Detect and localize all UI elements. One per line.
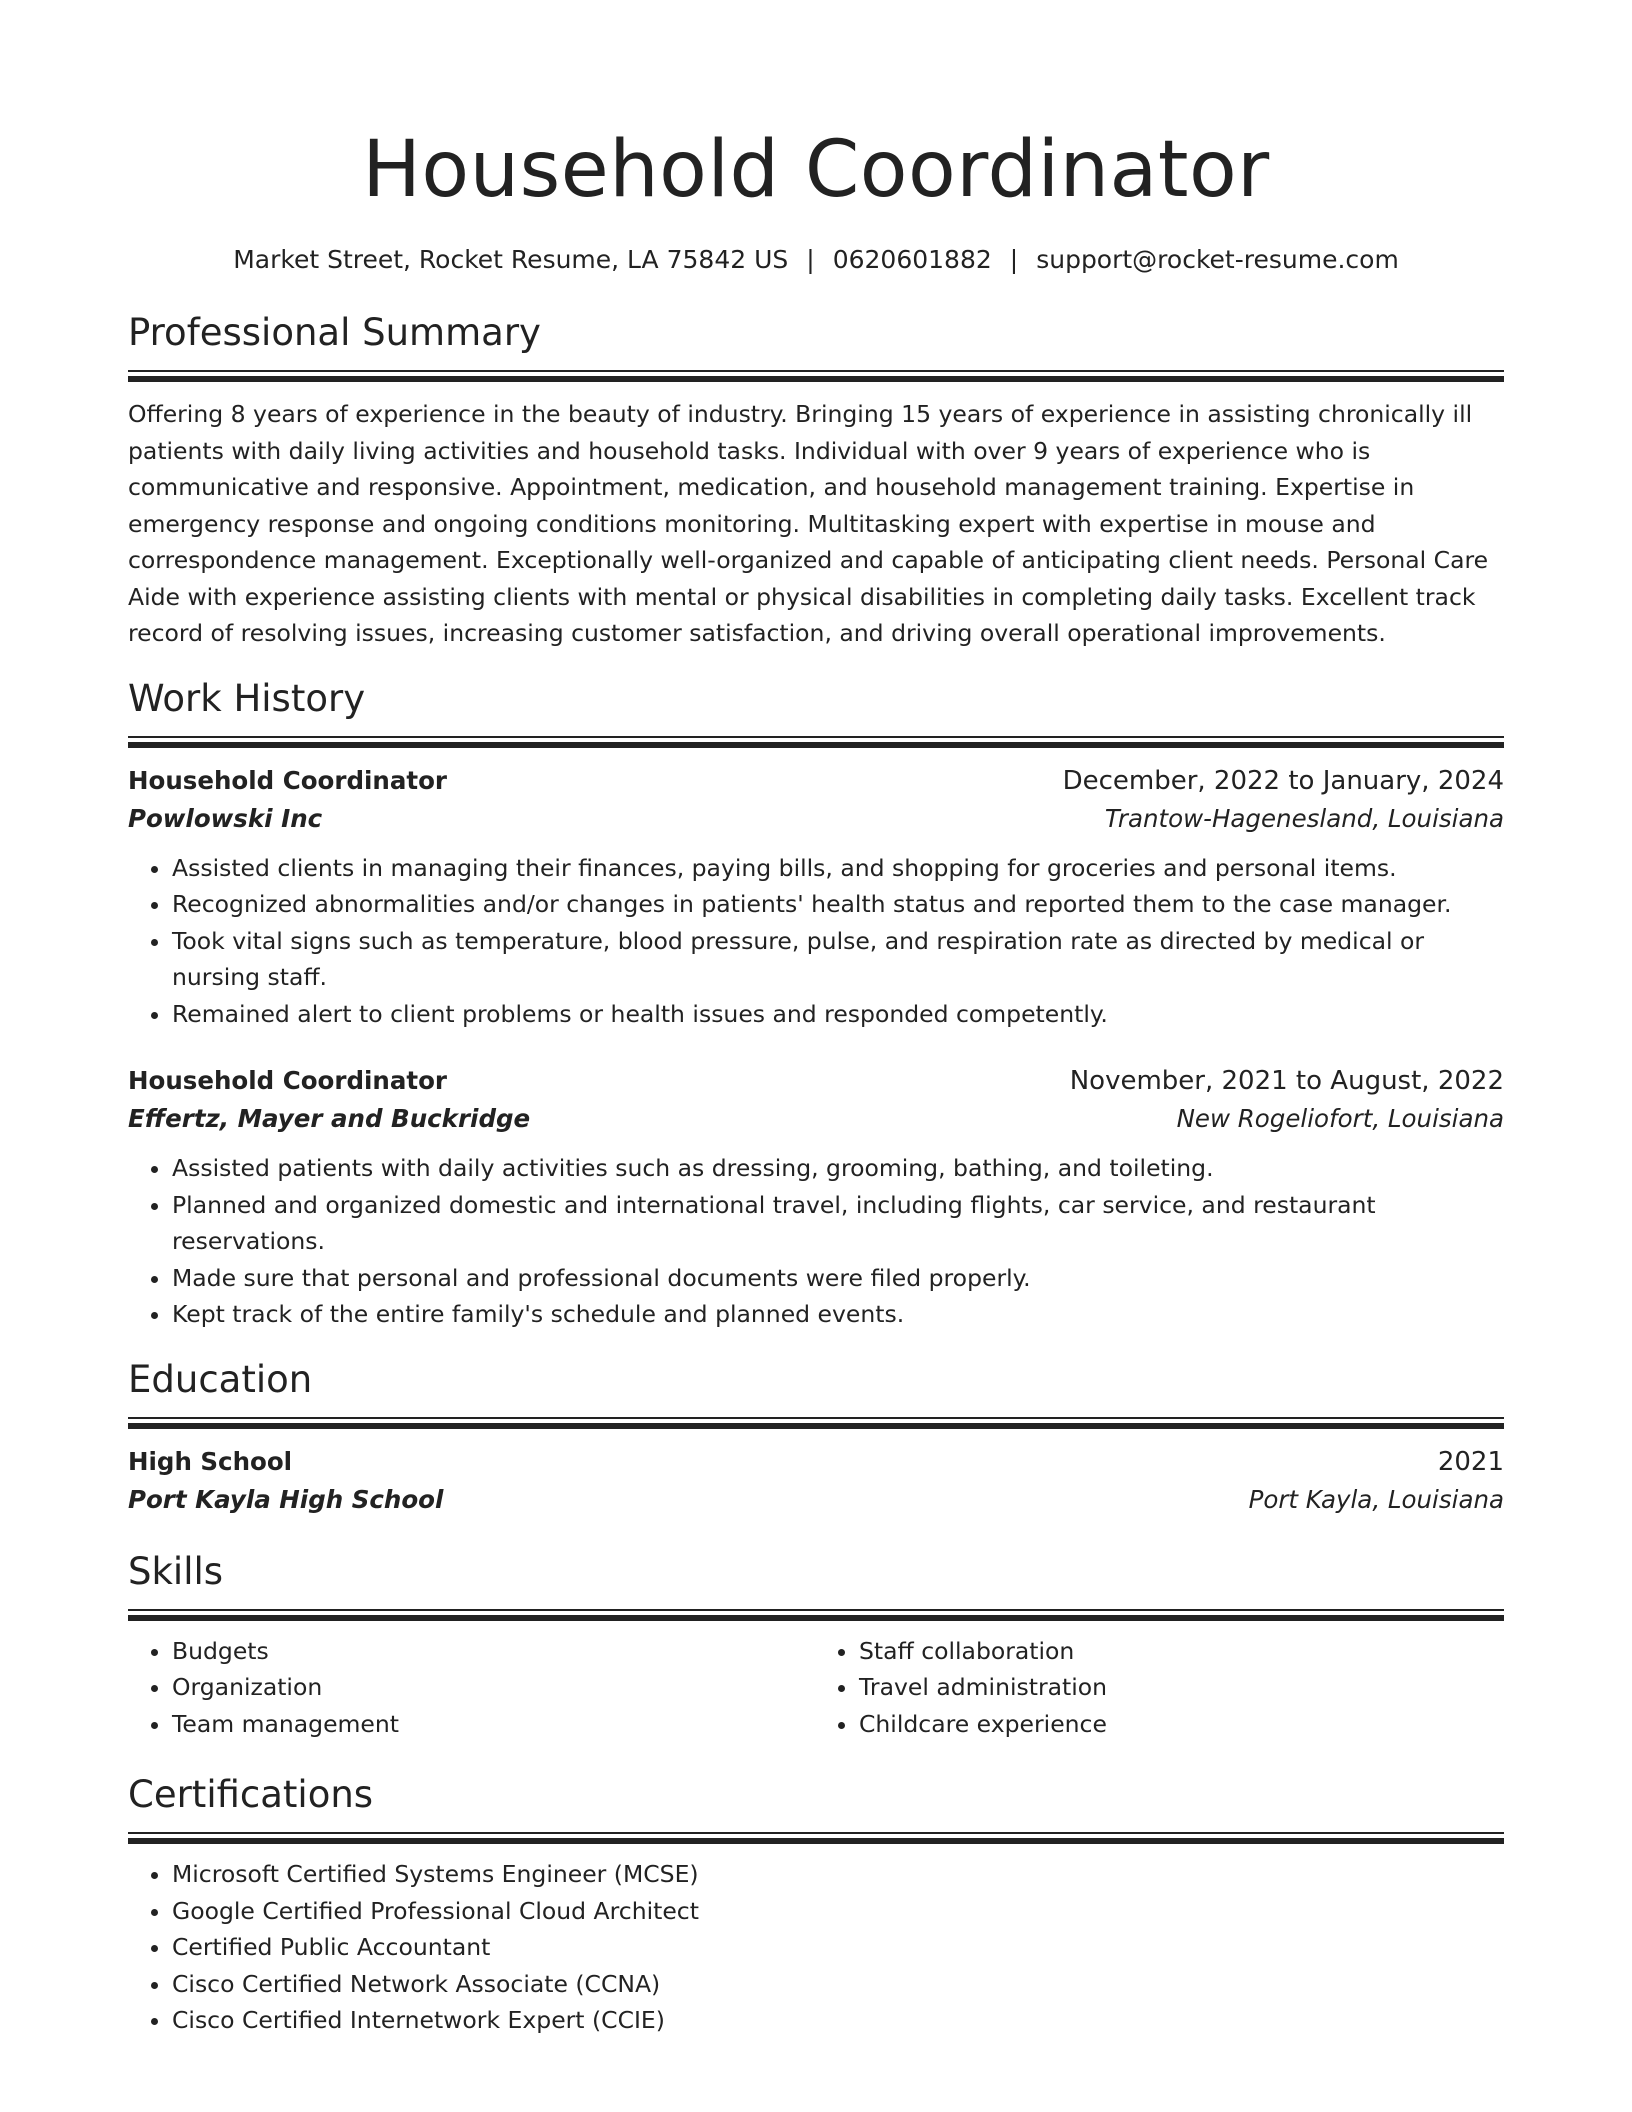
section-title-education: Education — [128, 1357, 313, 1401]
job-location: Trantow-Hagenesland, Louisiana — [1104, 803, 1504, 833]
list-item: • Google Certified Professional Cloud Architect — [172, 1893, 1504, 1930]
education-entry — [128, 1443, 1504, 1519]
job-bullets — [128, 850, 1504, 1033]
job-entry — [128, 762, 1504, 1033]
job-location: New Rogeliofort, Louisiana — [1176, 1104, 1504, 1133]
section-title-skills: Skills — [128, 1549, 224, 1593]
list-item: • Took vital signs such as temperature, blood pressure, pulse, and respiration rate as directed by medical or nursing staff. — [172, 923, 1504, 996]
skills-column-left — [128, 1633, 817, 1743]
skills-section — [128, 1547, 1504, 1743]
resume-name: Household Coordinator — [362, 125, 1270, 215]
list-item: • Planned and organized domestic and international travel, including flights, car service, and restaurant reservations. — [172, 1187, 1504, 1260]
list-item: • Assisted clients in managing their finances, paying bills, and shopping for groceries and personal items. — [172, 850, 1504, 887]
section-divider — [128, 1832, 1504, 1844]
list-item: • Cisco Certified Network Associate (CCNA) — [172, 1966, 1504, 2003]
certifications-section — [128, 1770, 1504, 2039]
section-divider — [128, 1417, 1504, 1429]
contact-separator: | — [1009, 245, 1019, 274]
list-item: • Microsoft Certified Systems Engineer (MCSE) — [172, 1856, 1504, 1893]
list-item: • Recognized abnormalities and/or changes in patients' health status and reported them to the case manager. — [172, 886, 1504, 923]
list-item: • Organization — [172, 1669, 817, 1706]
list-item: • Made sure that personal and professional documents were filed properly. — [172, 1260, 1504, 1297]
list-item: • Kept track of the entire family's schedule and planned events. — [172, 1296, 1504, 1333]
job-role: Household Coordinator — [128, 1066, 447, 1095]
list-item: • Team management — [172, 1706, 817, 1743]
education-year: 2021 — [1437, 1446, 1504, 1477]
education-school: Port Kayla High School — [128, 1484, 444, 1514]
skills-grid — [128, 1633, 1504, 1743]
list-item: • Budgets — [172, 1633, 817, 1670]
section-title-work: Work History — [128, 676, 366, 720]
contact-email: support@rocket-resume.com — [1036, 245, 1399, 274]
job-entry — [128, 1062, 1504, 1333]
list-item: • Assisted patients with daily activities such as dressing, grooming, bathing, and toileting. — [172, 1150, 1504, 1187]
list-item: • Staff collaboration — [859, 1633, 1504, 1670]
job-dates: November, 2021 to August, 2022 — [1069, 1066, 1504, 1096]
section-title-summary: Professional Summary — [128, 311, 541, 354]
summary-section — [128, 308, 1504, 652]
job-company: Powlowski Inc — [128, 803, 323, 833]
list-item: • Childcare experience — [859, 1706, 1504, 1743]
contact-phone: 0620601882 — [832, 245, 992, 274]
job-role: Household Coordinator — [128, 765, 447, 795]
work-section — [128, 674, 1504, 1333]
list-item: • Cisco Certified Internetwork Expert (CCIE) — [172, 2002, 1504, 2039]
skills-column-right — [817, 1633, 1504, 1743]
job-company: Effertz, Mayer and Buckridge — [128, 1104, 531, 1133]
list-item: • Certified Public Accountant — [172, 1929, 1504, 1966]
section-divider — [128, 1609, 1504, 1621]
contact-address: Market Street, Rocket Resume, LA 75842 US — [233, 245, 789, 274]
list-item: • Travel administration — [859, 1669, 1504, 1706]
contact-separator: | — [806, 245, 815, 274]
education-section — [128, 1355, 1504, 1519]
job-dates: December, 2022 to January, 2024 — [1062, 765, 1504, 796]
list-item: • Remained alert to client problems or health issues and responded competently. — [172, 996, 1504, 1033]
certifications-list — [128, 1856, 1504, 2039]
contact-line — [128, 242, 1504, 278]
education-degree: High School — [128, 1446, 293, 1476]
section-divider — [128, 736, 1504, 748]
education-location: Port Kayla, Louisiana — [1248, 1484, 1504, 1514]
summary-text: Offering 8 years of experience in the beauty of industry. Bringing 15 years of experience in assisting chronically ill patients with daily living activities and household tasks. Individual with over 9 years of experience who is communicative and responsive. Appointment, medication, and household management training. Expertise in emergency response and ongoing conditions monitoring. Multitasking expert with expertise in mouse and correspondence management. Exceptionally well-organized and capable of anticipating client needs. Personal Care Aide with experience assisting clients with mental or physical disabilities in completing daily tasks. Excellent track record of resolving issues, increasing customer satisfaction, and driving overall operational improvements. — [128, 400, 1489, 647]
section-title-certifications: Certifications — [128, 1773, 374, 1816]
job-bullets — [128, 1150, 1504, 1333]
section-divider — [128, 370, 1504, 382]
